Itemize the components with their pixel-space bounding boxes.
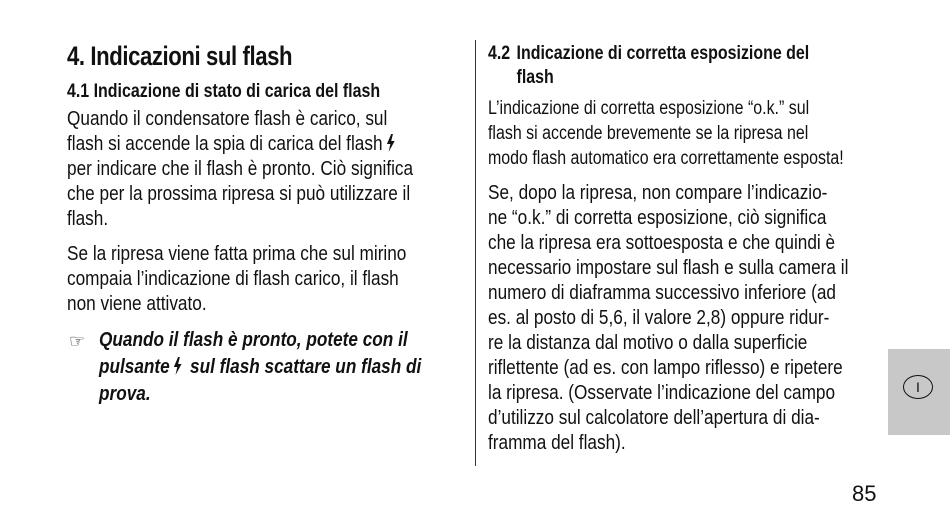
text-line: riflettente (ad es. con lampo riflesso) e ripetere	[488, 357, 843, 379]
flash-bolt-icon	[385, 134, 395, 152]
text-line: L’indicazione di corretta esposizione “o.k.” sul	[488, 98, 810, 119]
section-4-1-title: 4.1 Indicazione di stato di carica del flash	[67, 81, 381, 102]
text-segment: sul flash scattare un flash di	[189, 356, 422, 378]
text-line	[99, 354, 422, 381]
text-segment: pulsante	[99, 356, 170, 378]
text-line: modo flash automatico era correttamente esposta!	[488, 148, 844, 169]
paragraph-underexposure	[488, 181, 886, 456]
text-line: non viene attivato.	[67, 293, 207, 315]
text-line: Se la ripresa viene fatta prima che sul mirino	[67, 243, 407, 265]
paragraph-ok-indicator	[488, 96, 886, 171]
text-line: necessario impostare sul flash e sulla camera il	[488, 257, 849, 279]
text-line: flash si accende brevemente se la ripresa nel	[488, 123, 809, 144]
title-text: Indicazione di corretta esposizione del	[516, 43, 810, 64]
title-line: flash	[516, 67, 554, 88]
language-tab	[888, 349, 950, 435]
section-4-2-title	[488, 42, 886, 90]
pointing-hand-icon: ☞	[69, 331, 86, 351]
flash-bolt-icon	[172, 357, 182, 375]
text-line: prova.	[99, 383, 151, 405]
text-line: framma del flash).	[488, 432, 626, 454]
chapter-title: 4. Indicazioni sul flash	[67, 41, 293, 71]
text-line: che la ripresa era sottoesposta e che quindi è	[488, 232, 836, 254]
text-line: Se, dopo la ripresa, non compare l’indicazio-	[488, 182, 828, 204]
language-badge: I	[903, 375, 933, 399]
text-line: che per la prossima ripresa si può utilizzare il	[67, 183, 411, 205]
text-line: Quando il flash è pronto, potete con il	[99, 329, 408, 351]
text-line: flash.	[67, 208, 109, 230]
text-line: ne “o.k.” di corretta esposizione, ciò significa	[488, 207, 827, 229]
text-line: numero di diaframma successivo inferiore (ad	[488, 282, 836, 304]
text-line: la ripresa. (Osservate l’indicazione del campo	[488, 382, 836, 404]
text-line: d’utilizzo sul calcolatore dell’apertura di dia-	[488, 407, 820, 429]
section-number: 4.2	[488, 43, 511, 64]
paragraph-charge-status	[67, 107, 467, 232]
text-line: compaia l’indicazione di flash carico, il flash	[67, 268, 399, 290]
text-segment: flash si accende la spia di carica del flash	[67, 133, 383, 155]
column-divider	[475, 40, 476, 466]
text-line: es. al posto di 5,6, il valore 2,8) oppure ridur-	[488, 307, 830, 329]
title-line	[488, 42, 822, 66]
paragraph-not-ready	[67, 242, 467, 317]
tip-note	[67, 327, 467, 408]
text-line: per indicare che il flash è pronto. Ciò significa	[67, 158, 414, 180]
text-line: Quando il condensatore flash è carico, sul	[67, 108, 388, 130]
text-line: re la distanza dal motivo o dalla superficie	[488, 332, 808, 354]
page-number: 85	[852, 481, 877, 506]
right-column	[488, 42, 886, 466]
left-column	[67, 40, 467, 408]
text-line	[67, 132, 411, 157]
